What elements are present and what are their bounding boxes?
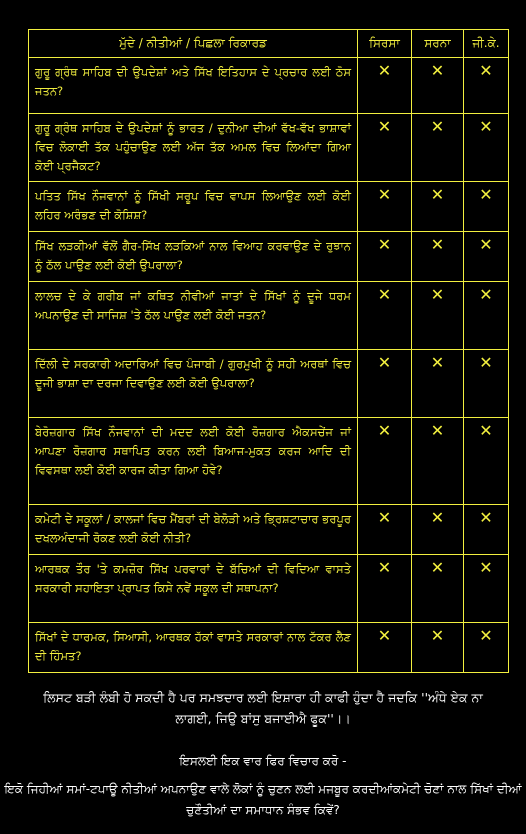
- closing-remark-text: ਲਿਸਟ ਬੜੀ ਲੰਬੀ ਹੋ ਸਕਦੀ ਹੈ ਪਰ ਸਮਝਦਾਰ ਲਈ ਇਸ਼ਾਰਾ ਹੀ ਕਾਫੀ ਹੁੰਦਾ ਹੈ ਜਦਕਿ ''ਅੰਧੇ ਏਕ ਨਾ ਲਾਗਈ, ਜਿਉ ਬਾਂਸੁ ਬਜਾਈਐ ਫੂਕ''।।: [43, 690, 483, 726]
- cross-icon: ✕: [377, 421, 392, 440]
- sarna-cell: [412, 623, 464, 673]
- sarna-cell: [412, 282, 464, 350]
- header-issues: ਮੁੱਦੇ / ਨੀਤੀਆਂ / ਪਿਛਲਾ ਰਿਕਾਰਡ: [29, 30, 358, 58]
- sirsa-cell: [358, 58, 412, 114]
- cross-icon: ✕: [430, 558, 445, 577]
- cross-icon: ✕: [377, 353, 392, 372]
- table-row: [29, 282, 509, 350]
- sirsa-cell: [358, 114, 412, 182]
- table-header-row: [29, 30, 509, 58]
- cross-icon: ✕: [479, 235, 493, 254]
- issue-cell: ਗੁਰੂ ਗ੍ਰੰਥ ਸਾਹਿਬ ਦੀ ਉਪਦੇਸ਼ਾਂ ਅਤੇ ਸਿੱਖ ਇਤਿਹਾਸ ਦੇ ਪ੍ਰਚਾਰ ਲਈ ਠੋਸ ਜਤਨ?: [29, 58, 358, 114]
- issue-cell: ਗੁਰੂ ਗ੍ਰੰਥ ਸਾਹਿਬ ਦੇ ਉਪਦੇਸ਼ਾਂ ਨੂੰ ਭਾਰਤ / ਦੁਨੀਆ ਦੀਆਂ ਵੱਖ-ਵੱਖ ਭਾਸ਼ਾਵਾਂ ਵਿਚ ਲੋਕਾਈ ਤੱਕ ਪਹੁੰਚਾਉਣ ਲਈ ਅੱਜ ਤੱਕ ਅਮਲ ਵਿਚ ਲਿਆਂਦਾ ਗਿਆ ਕੋਈ ਪ੍ਰਜੈਕਟ?: [29, 114, 358, 182]
- sarna-cell: [412, 232, 464, 282]
- sirsa-cell: [358, 182, 412, 232]
- cross-icon: ✕: [377, 235, 392, 254]
- sarna-cell: [412, 418, 464, 505]
- cross-icon: ✕: [377, 117, 392, 136]
- issue-cell: ਲਾਲਚ ਦੇ ਕੇ ਗਰੀਬ ਜਾਂ ਕਥਿਤ ਨੀਵੀਆਂ ਜਾਤਾਂ ਦੇ ਸਿੱਖਾਂ ਨੂੰ ਦੂਜੇ ਧਰਮ ਅਪਨਾਉਣ ਦੀ ਸਾਜਿਸ਼ 'ਤੇ ਠੱਲ ਪਾਉਣ ਲਈ ਕੋਈ ਜਤਨ?: [29, 282, 358, 350]
- gk-cell: [464, 623, 509, 673]
- closing-question: [0, 779, 526, 821]
- closing-question-text: ਇਕੋ ਜਿਹੀਆਂ ਸਮਾਂ-ਟਪਾਊ ਨੀਤੀਆਂ ਅਪਨਾਉਣ ਵਾਲੇ ਲੋਕਾਂ ਨੂੰ ਚੁਣਨ ਲਈ ਮਜਬੂਰ ਕਰਦੀਆਂਕਮੇਟੀ ਚੋਣਾਂ ਨਾਲ ਸਿੱਖਾਂ ਦੀਆਂ ਚੁਣੌਤੀਆਂ ਦਾ ਸਮਾਧਾਨ ਸੰਭਵ ਕਿਵੇਂ?: [4, 782, 522, 817]
- sirsa-cell: [358, 418, 412, 505]
- cross-icon: ✕: [430, 185, 445, 204]
- sirsa-cell: [358, 350, 412, 418]
- reconsider-heading: [0, 751, 526, 772]
- gk-cell: [464, 555, 509, 623]
- cross-icon: ✕: [479, 421, 493, 440]
- issue-cell: ਸਿੱਖਾਂ ਦੇ ਧਾਰਮਕ, ਸਿਆਸੀ, ਆਰਥਕ ਹੱਕਾਂ ਵਾਸਤੇ ਸਰਕਾਰਾਂ ਨਾਲ ਟੱਕਰ ਲੈਣ ਦੀ ਹਿੰਮਤ?: [29, 623, 358, 673]
- cross-icon: ✕: [377, 185, 392, 204]
- sirsa-cell: [358, 282, 412, 350]
- cross-icon: ✕: [479, 61, 493, 80]
- sirsa-cell: [358, 232, 412, 282]
- sarna-cell: [412, 555, 464, 623]
- cross-icon: ✕: [479, 353, 493, 372]
- sirsa-cell: [358, 505, 412, 555]
- table-row: [29, 418, 509, 505]
- table-row: [29, 182, 509, 232]
- cross-icon: ✕: [430, 117, 445, 136]
- closing-remark: [0, 687, 526, 729]
- cross-icon: ✕: [430, 508, 445, 527]
- comparison-sheet: [28, 29, 508, 673]
- issue-cell: ਦਿੱਲੀ ਦੇ ਸਰਕਾਰੀ ਅਦਾਰਿਆਂ ਵਿਚ ਪੰਜਾਬੀ / ਗੁਰਮੁਖੀ ਨੂੰ ਸਹੀ ਅਰਥਾਂ ਵਿਚ ਦੂਜੀ ਭਾਸ਼ਾ ਦਾ ਦਰਜਾ ਦਿਵਾਉਣ ਲਈ ਕੋਈ ਉਪਰਾਲਾ?: [29, 350, 358, 418]
- table-row: [29, 58, 509, 114]
- table-row: [29, 505, 509, 555]
- table-row: [29, 623, 509, 673]
- header-sirsa: ਸਿਰਸਾ: [358, 30, 412, 58]
- gk-cell: [464, 350, 509, 418]
- table-body: [29, 58, 509, 673]
- gk-cell: [464, 505, 509, 555]
- cross-icon: ✕: [479, 558, 493, 577]
- issue-cell: ਬੇਰੋਜ਼ਗਾਰ ਸਿੱਖ ਨੌਜਵਾਨਾਂ ਦੀ ਮਦਦ ਲਈ ਕੋਈ ਰੋਜ਼ਗਾਰ ਐਕਸਚੇਂਜ ਜਾਂ ਆਪਣਾ ਰੋਜ਼ਗਾਰ ਸਥਾਪਿਤ ਕਰਨ ਲਈ ਬਿਆਜ-ਮੁਕਤ ਕਰਜ ਆਦਿ ਦੀ ਵਿਵਸਥਾ ਲਈ ਕੋਈ ਕਾਰਜ ਕੀਤਾ ਗਿਆ ਹੋਵੇ?: [29, 418, 358, 505]
- issue-cell: ਆਰਥਕ ਤੌਰ 'ਤੇ ਕਮਜ਼ੋਰ ਸਿੱਖ ਪਰਵਾਰਾਂ ਦੇ ਬੱਚਿਆਂ ਦੀ ਵਿਦਿਆ ਵਾਸਤੇ ਸਰਕਾਰੀ ਸਹਾਇਤਾ ਪ੍ਰਾਪਤ ਕਿਸੇ ਨਵੇਂ ਸਕੂਲ ਦੀ ਸਥਾਪਨਾ?: [29, 555, 358, 623]
- cross-icon: ✕: [430, 61, 445, 80]
- header-sarna: ਸਰਨਾ: [412, 30, 464, 58]
- cross-icon: ✕: [377, 508, 392, 527]
- sirsa-cell: [358, 555, 412, 623]
- cross-icon: ✕: [430, 285, 445, 304]
- table-row: [29, 350, 509, 418]
- gk-cell: [464, 282, 509, 350]
- cross-icon: ✕: [479, 185, 493, 204]
- sarna-cell: [412, 58, 464, 114]
- gk-cell: [464, 182, 509, 232]
- cross-icon: ✕: [430, 353, 445, 372]
- cross-icon: ✕: [430, 626, 445, 645]
- sarna-cell: [412, 350, 464, 418]
- sarna-cell: [412, 114, 464, 182]
- table-row: [29, 232, 509, 282]
- header-gk: ਜੀ.ਕੇ.: [464, 30, 509, 58]
- table-row: [29, 555, 509, 623]
- cross-icon: ✕: [377, 61, 392, 80]
- cross-icon: ✕: [479, 508, 493, 527]
- sarna-cell: [412, 182, 464, 232]
- cross-icon: ✕: [377, 558, 392, 577]
- gk-cell: [464, 58, 509, 114]
- cross-icon: ✕: [377, 285, 392, 304]
- gk-cell: [464, 114, 509, 182]
- issue-cell: ਸਿੱਖ ਲੜਕੀਆਂ ਵੱਲੋਂ ਗੈਰ-ਸਿੱਖ ਲੜਕਿਆਂ ਨਾਲ ਵਿਆਹ ਕਰਵਾਉਣ ਦੇ ਰੁਝਾਨ ਨੂੰ ਠੱਲ ਪਾਉਣ ਲਈ ਕੋਈ ਉਪਰਾਲਾ?: [29, 232, 358, 282]
- issue-cell: ਪਤਿਤ ਸਿੱਖ ਨੌਜਵਾਨਾਂ ਨੂੰ ਸਿੱਖੀ ਸਰੂਪ ਵਿਚ ਵਾਪਸ ਲਿਆਉਣ ਲਈ ਕੋਈ ਲਹਿਰ ਅਰੰਭਣ ਦੀ ਕੋਸ਼ਿਸ਼?: [29, 182, 358, 232]
- issue-cell: ਕਮੇਟੀ ਦੇ ਸਕੂਲਾਂ / ਕਾਲਜਾਂ ਵਿਚ ਮੈਂਬਰਾਂ ਦੀ ਬੇਲੋੜੀ ਅਤੇ ਭ੍ਰਿਸ਼ਟਾਚਾਰ ਭਰਪੂਰ ਦਖਲਅੰਦਾਜੀ ਰੋਕਣ ਲਈ ਕੋਈ ਨੀਤੀ?: [29, 505, 358, 555]
- reconsider-heading-text: ਇਸਲਈ ਇਕ ਵਾਰ ਫਿਰ ਵਿਚਾਰ ਕਰੋ -: [179, 754, 347, 768]
- issues-table: [28, 29, 509, 673]
- gk-cell: [464, 418, 509, 505]
- cross-icon: ✕: [430, 421, 445, 440]
- cross-icon: ✕: [377, 626, 392, 645]
- gk-cell: [464, 232, 509, 282]
- cross-icon: ✕: [430, 235, 445, 254]
- sirsa-cell: [358, 623, 412, 673]
- cross-icon: ✕: [479, 626, 493, 645]
- table-row: [29, 114, 509, 182]
- sarna-cell: [412, 505, 464, 555]
- cross-icon: ✕: [479, 285, 493, 304]
- cross-icon: ✕: [479, 117, 493, 136]
